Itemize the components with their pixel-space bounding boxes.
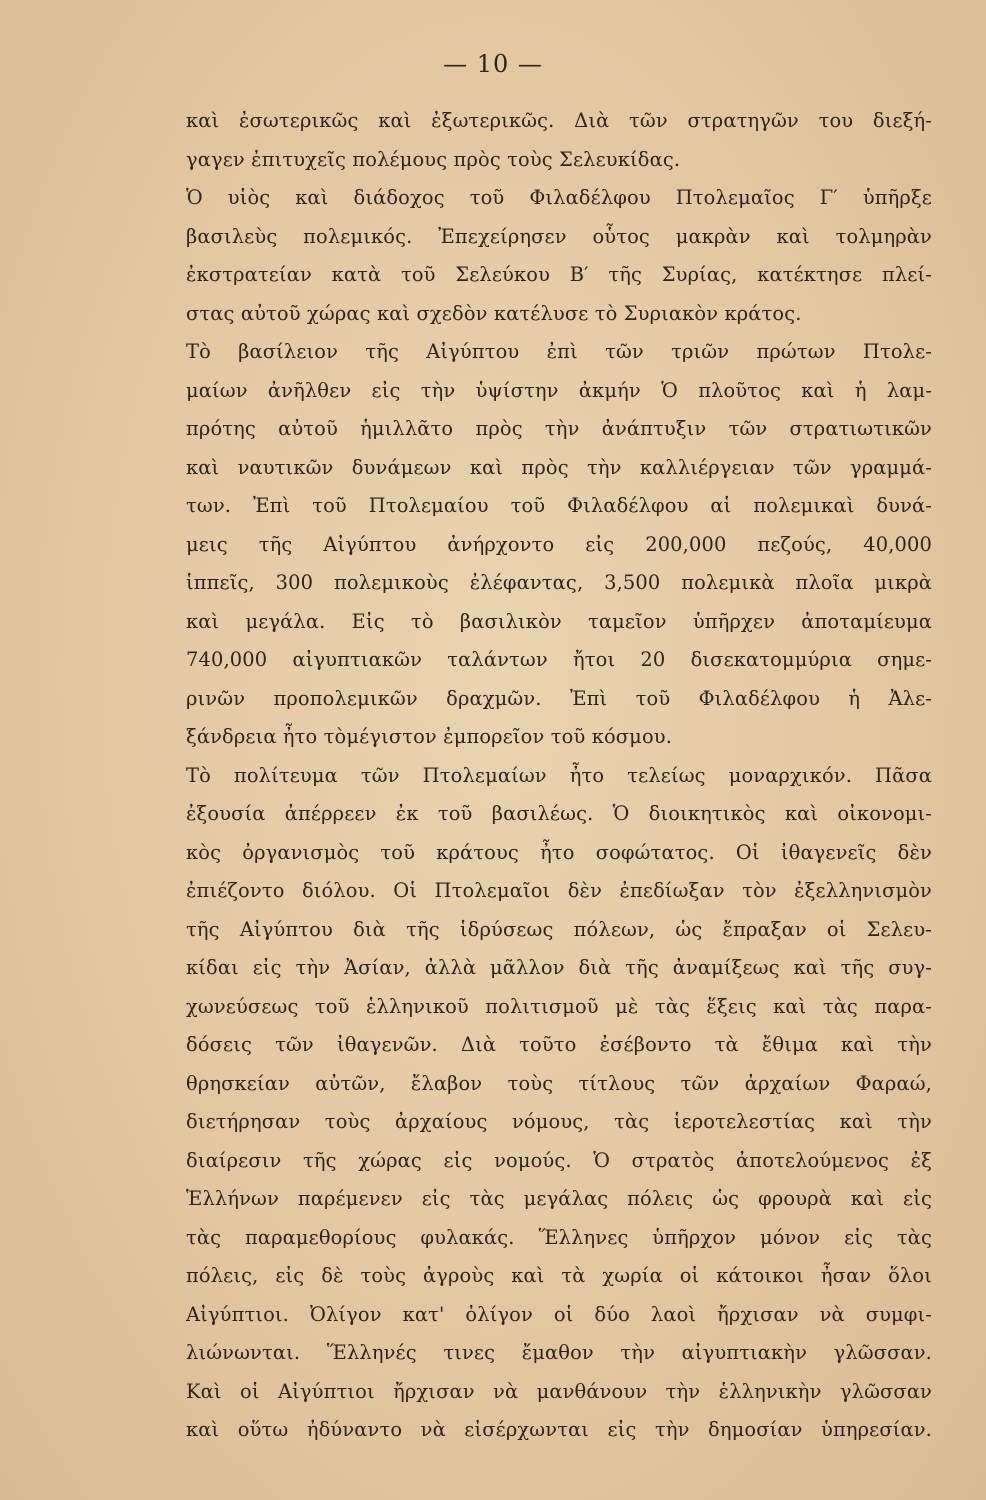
text-line: ἐπιέζοντο διόλου. Οἱ Πτολεμαῖοι δὲν ἐπεδίωξαν τὸν ἐξελληνισμὸν: [186, 879, 932, 902]
text-line: θρησκείαν αὐτῶν, ἔλαβον τοὺς τίτλους τῶν ἀρχαίων Φαραώ,: [186, 1071, 932, 1095]
text-line: Τὸ βασίλειον τῆς Αἰγύπτου ἐπὶ τῶν τριῶν πρώτων Πτολε-: [186, 340, 932, 363]
text-line: καὶ μεγάλα. Εἰς τὸ βασιλικὸν ταμεῖον ὑπῆρχεν ἀποταμίευμα: [186, 609, 932, 633]
text-line: κὸς ὀργανισμὸς τοῦ κράτους ἦτο σοφώτατος. Οἱ ἰθαγενεῖς δὲν: [186, 840, 932, 864]
text-line: κίδαι εἰς τὴν Ἀσίαν, ἀλλὰ μᾶλλον διὰ τῆς ἀναμίξεως καὶ τῆς συγ-: [186, 956, 932, 979]
text-line: διαίρεσιν τῆς χώρας εἰς νομούς. Ὁ στρατὸς ἀποτελούμενος ἐξ: [186, 1148, 932, 1172]
text-line: Ὁ υἱὸς καὶ διάδοχος τοῦ Φιλαδέλφου Πτολεμαῖος Γ′ ὑπῆρξε: [186, 186, 932, 209]
page-number: — 10 —: [443, 50, 543, 78]
text-line: ἐξουσία ἀπέρρεεν ἐκ τοῦ βασιλέως. Ὁ διοικητικὸς καὶ οἰκονομι-: [186, 802, 932, 825]
text-line: καὶ οὕτω ἠδύναντο νὰ εἰσέρχωνται εἰς τὴν δημοσίαν ὑπηρεσίαν.: [186, 1418, 932, 1441]
text-line: μεις τῆς Αἰγύπτου ἀνήρχοντο εἰς 200,000 πεζούς, 40,000: [186, 532, 932, 556]
text-line: ἐκστρατείαν κατὰ τοῦ Σελεύκου Β′ τῆς Συρίας, κατέκτησε πλεί-: [186, 263, 932, 286]
text-line: ξάνδρεια ἦτο τὸμέγιστον ἐμπορεῖον τοῦ κόσμου.: [186, 725, 673, 748]
text-line: Καὶ οἱ Αἰγύπτιοι ἤρχισαν νὰ μανθάνουν τὴν ἑλληνικὴν γλῶσσαν: [186, 1379, 932, 1403]
text-line: διετήρησαν τοὺς ἀρχαίους νόμους, τὰς ἱεροτελεστίας καὶ τὴν: [186, 1110, 932, 1133]
text-line: των. Ἐπὶ τοῦ Πτολεμαίου τοῦ Φιλαδέλφου αἱ πολεμικαὶ δυνά-: [186, 494, 932, 517]
text-line: τὰς παραμεθορίους φυλακάς. Ἕλληνες ὑπῆρχον μόνον εἰς τὰς: [186, 1225, 932, 1249]
text-line: δόσεις τῶν ἰθαγενῶν. Διὰ τοῦτο ἐσέβοντο τὰ ἔθιμα καὶ τὴν: [186, 1033, 932, 1056]
text-line: πρότης αὐτοῦ ἡμιλλᾶτο πρὸς τὴν ἀνάπτυξιν τῶν στρατιωτικῶν: [186, 417, 932, 440]
text-line: ἱππεῖς, 300 πολεμικοὺς ἐλέφαντας, 3,500 πολεμικὰ πλοῖα μικρὰ: [186, 571, 932, 594]
text-line: γαγεν ἐπιτυχεῖς πολέμους πρὸς τοὺς Σελευκίδας.: [186, 147, 681, 171]
text-line: Τὸ πολίτευμα τῶν Πτολεμαίων ἦτο τελείως μοναρχικόν. Πᾶσα: [186, 763, 932, 787]
text-line: καὶ ἐσωτερικῶς καὶ ἐξωτερικῶς. Διὰ τῶν στρατηγῶν του διεξή-: [186, 109, 932, 132]
text-line: μαίων ἀνῆλθεν εἰς τὴν ὑψίστην ἀκμήν Ὁ πλοῦτος καὶ ἡ λαμ-: [186, 378, 932, 402]
text-line: στας αὐτοῦ χώρας καὶ σχεδὸν κατέλυσε τὸ Συριακὸν κράτος.: [186, 301, 802, 325]
text-line: ρινῶν προπολεμικῶν δραχμῶν. Ἐπὶ τοῦ Φιλαδέλφου ἡ Ἀλε-: [186, 686, 932, 710]
text-line: Ἑλλήνων παρέμενεν εἰς τὰς μεγάλας πόλεις ὡς φρουρὰ καὶ εἰς: [186, 1187, 932, 1210]
text-line: 740,000 αἰγυπτιακῶν ταλάντων ἤτοι 20 δισεκατομμύρια σημε-: [186, 648, 932, 671]
text-line: χωνεύσεως τοῦ ἑλληνικοῦ πολιτισμοῦ μὲ τὰς ἕξεις καὶ τὰς παρα-: [186, 994, 932, 1018]
body-text: [186, 102, 932, 1450]
text-line: Αἰγύπτιοι. Ὀλίγον κατ' ὀλίγον οἱ δύο λαοὶ ἤρχισαν νὰ συμφι-: [186, 1302, 932, 1326]
text-line: λιώνωνται. Ἕλληνές τινες ἔμαθον τὴν αἰγυπτιακὴν γλῶσσαν.: [186, 1341, 932, 1364]
text-line: καὶ ναυτικῶν δυνάμεων καὶ πρὸς τὴν καλλιέργειαν τῶν γραμμά-: [186, 455, 932, 479]
text-line: πόλεις, εἰς δὲ τοὺς ἀγροὺς καὶ τὰ χωρία οἱ κάτοικοι ἦσαν ὅλοι: [186, 1264, 932, 1287]
text-line: τῆς Αἰγύπτου διὰ τῆς ἱδρύσεως πόλεων, ὡς ἔπραξαν οἱ Σελευ-: [186, 917, 932, 941]
text-line: βασιλεὺς πολεμικός. Ἐπεχείρησεν οὗτος μακρὰν καὶ τολμηρὰν: [186, 224, 932, 248]
